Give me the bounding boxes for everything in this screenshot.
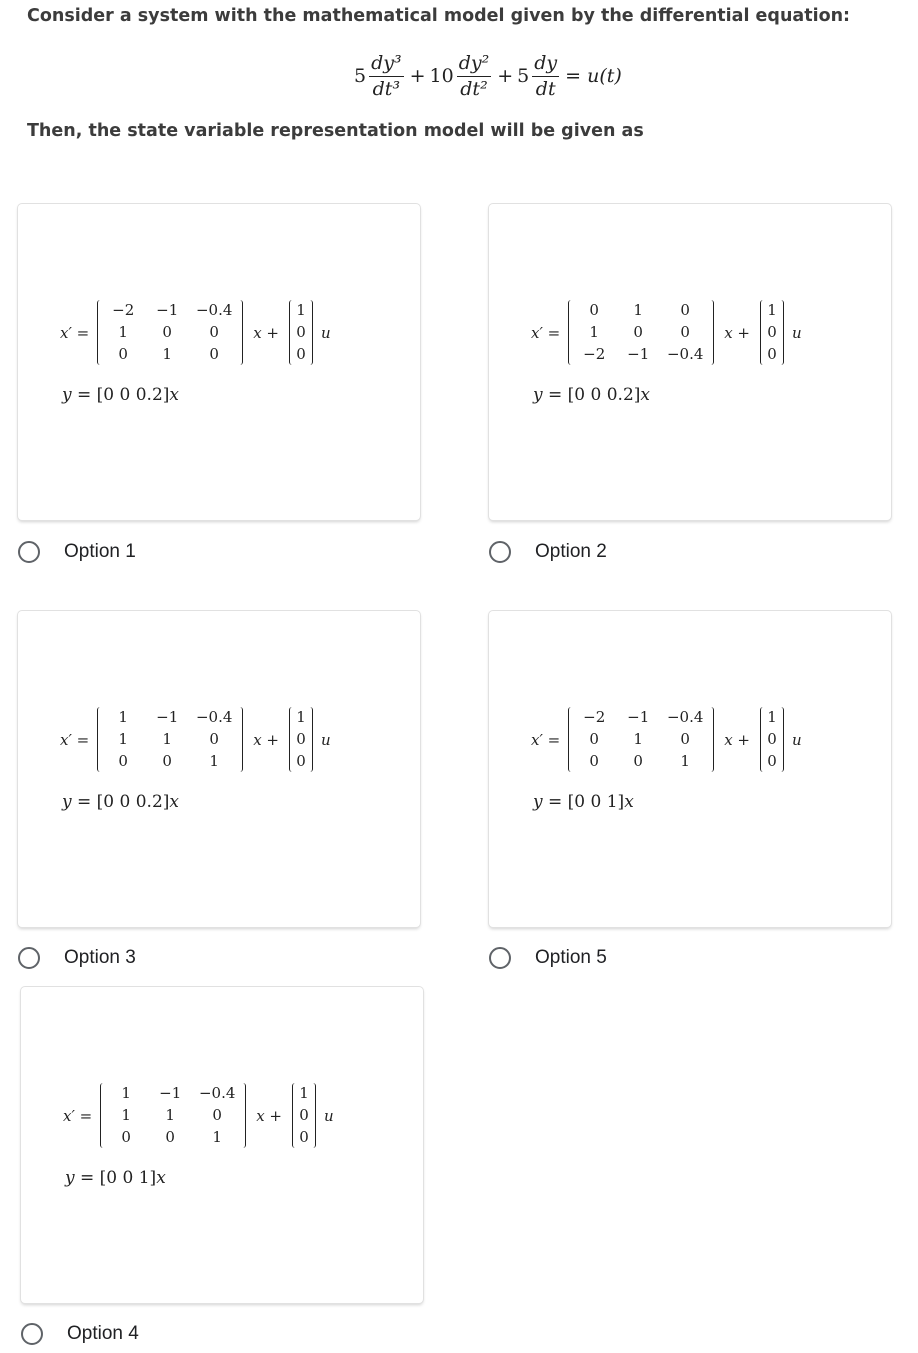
input-u: u (321, 323, 331, 342)
x-plus: x + (256, 1106, 282, 1125)
question-subtext: Then, the state variable representation model will be given as (27, 121, 644, 141)
differential-equation (354, 44, 622, 108)
output-lhs: y = (65, 1168, 95, 1188)
matrix-a (568, 707, 714, 772)
input-u: u (324, 1106, 334, 1125)
matrix-a-cell: 0 (680, 301, 690, 319)
input-u: u (792, 323, 802, 342)
x-plus: x + (253, 323, 279, 342)
matrix-a-cell: 0 (162, 323, 172, 341)
matrix-a-cell: 0 (589, 301, 599, 319)
matrix-a (568, 300, 714, 365)
eq-equals: = (565, 65, 582, 87)
matrix-a-cell: −0.4 (666, 708, 704, 726)
output-x: x (640, 385, 651, 405)
option-4-choice[interactable] (21, 1323, 139, 1345)
matrix-a-cell: −2 (583, 345, 606, 363)
matrix-a-cell: −0.4 (666, 345, 704, 363)
matrix-b-cell: 0 (767, 730, 777, 748)
matrix-a-cell: 0 (680, 730, 690, 748)
matrix-a-cell: 1 (212, 1128, 222, 1146)
matrix-b (760, 707, 784, 772)
matrix-c: [0 0 1] (567, 792, 625, 812)
option-1-label: Option 1 (64, 541, 136, 562)
matrix-b-cell: 0 (767, 323, 777, 341)
output-lhs: y = (62, 385, 92, 405)
matrix-b-cell: 1 (767, 708, 777, 726)
eq-num-1: dy³ (369, 54, 404, 77)
matrix-b-cell: 0 (299, 1128, 309, 1146)
matrix-b-cell: 0 (296, 752, 306, 770)
output-equation (533, 792, 802, 812)
eq-coef-2: 10 (429, 65, 454, 87)
option-1-radio[interactable] (18, 541, 40, 563)
eq-den-1: dt³ (372, 77, 401, 100)
state-equation (60, 300, 331, 365)
input-u: u (321, 730, 331, 749)
eq-term-third-derivative (369, 51, 404, 100)
matrix-a (100, 1083, 246, 1148)
state-lhs: x′ = (531, 730, 561, 749)
eq-coef-3: 5 (517, 65, 530, 87)
x-plus: x + (724, 730, 750, 749)
matrix-a-cell: 0 (118, 752, 128, 770)
matrix-b (289, 300, 313, 365)
state-lhs: x′ = (63, 1106, 93, 1125)
matrix-a-cell: −2 (112, 301, 135, 319)
matrix-a-cell: 1 (680, 752, 690, 770)
matrix-b-cell: 0 (296, 345, 306, 363)
input-u: u (792, 730, 802, 749)
matrix-a-cell: −1 (627, 345, 650, 363)
matrix-b-cell: 1 (299, 1084, 309, 1102)
option-4-state-equations (63, 1083, 334, 1188)
matrix-b-cell: 1 (296, 708, 306, 726)
option-2-card[interactable] (489, 204, 891, 520)
matrix-a (97, 300, 243, 365)
matrix-a-cell: −1 (159, 1084, 182, 1102)
option-5-choice[interactable] (489, 947, 607, 969)
eq-coef-1: 5 (354, 65, 367, 87)
matrix-a-cell: 1 (121, 1106, 131, 1124)
matrix-a-cell: 1 (121, 1084, 131, 1102)
matrix-b-cell: 1 (296, 301, 306, 319)
option-5-state-equations (531, 707, 802, 812)
option-1-choice[interactable] (18, 541, 136, 563)
matrix-b-cell: 0 (299, 1106, 309, 1124)
matrix-a-cell: 0 (589, 752, 599, 770)
matrix-a-cell: 0 (118, 345, 128, 363)
matrix-a-cell: 1 (118, 730, 128, 748)
matrix-a-cell: 0 (633, 752, 643, 770)
matrix-a-cell: 1 (162, 345, 172, 363)
matrix-b (289, 707, 313, 772)
output-equation (65, 1168, 334, 1188)
matrix-a-cell: −1 (156, 301, 179, 319)
matrix-a-cell: 1 (209, 752, 219, 770)
matrix-c: [0 0 0.2] (567, 385, 641, 405)
output-lhs: y = (533, 792, 563, 812)
matrix-a-cell: −0.4 (195, 301, 233, 319)
matrix-b (760, 300, 784, 365)
option-5-radio[interactable] (489, 947, 511, 969)
matrix-b-cell: 1 (767, 301, 777, 319)
matrix-a-cell: −1 (627, 708, 650, 726)
state-equation (63, 1083, 334, 1148)
matrix-a-cell: −2 (583, 708, 606, 726)
state-lhs: x′ = (531, 323, 561, 342)
matrix-c: [0 0 1] (99, 1168, 157, 1188)
option-4-radio[interactable] (21, 1323, 43, 1345)
matrix-a-cell: 1 (165, 1106, 175, 1124)
output-lhs: y = (62, 792, 92, 812)
output-equation (62, 792, 331, 812)
output-equation (533, 385, 802, 405)
option-3-state-equations (60, 707, 331, 812)
state-equation (60, 707, 331, 772)
x-plus: x + (253, 730, 279, 749)
option-2-choice[interactable] (489, 541, 607, 563)
matrix-a-cell: 1 (118, 708, 128, 726)
matrix-b-cell: 0 (767, 752, 777, 770)
matrix-a-cell: 0 (680, 323, 690, 341)
option-1-card[interactable] (18, 204, 420, 520)
output-equation (62, 385, 331, 405)
eq-plus-1: + (409, 65, 426, 87)
option-2-radio[interactable] (489, 541, 511, 563)
option-5-label: Option 5 (535, 947, 607, 968)
output-x: x (156, 1168, 166, 1188)
matrix-a-cell: 0 (589, 730, 599, 748)
matrix-a-cell: 0 (209, 345, 219, 363)
eq-num-3: dy (532, 54, 559, 77)
output-x: x (169, 792, 180, 812)
option-4-card[interactable] (21, 987, 423, 1303)
option-3-label: Option 3 (64, 947, 136, 968)
matrix-a-cell: −0.4 (198, 1084, 236, 1102)
option-2-state-equations (531, 300, 802, 405)
matrix-a-cell: 0 (121, 1128, 131, 1146)
eq-den-2: dt² (460, 77, 488, 100)
state-lhs: x′ = (60, 323, 90, 342)
option-3-radio[interactable] (18, 947, 40, 969)
option-3-card[interactable] (18, 611, 420, 927)
option-4-label: Option 4 (67, 1323, 139, 1344)
eq-term-second-derivative (457, 51, 492, 100)
matrix-a-cell: 1 (633, 301, 643, 319)
output-x: x (624, 792, 634, 812)
eq-num-2: dy² (457, 54, 492, 77)
matrix-c: [0 0 0.2] (96, 792, 170, 812)
matrix-a (97, 707, 243, 772)
option-5-card[interactable] (489, 611, 891, 927)
matrix-b-cell: 0 (767, 345, 777, 363)
eq-plus-2: + (497, 65, 514, 87)
matrix-a-cell: 0 (165, 1128, 175, 1146)
matrix-a-cell: 1 (162, 730, 172, 748)
option-1-state-equations (60, 300, 331, 405)
matrix-a-cell: 1 (589, 323, 599, 341)
output-lhs: y = (533, 385, 563, 405)
x-plus: x + (724, 323, 750, 342)
matrix-b-cell: 0 (296, 730, 306, 748)
output-x: x (169, 385, 180, 405)
state-lhs: x′ = (60, 730, 90, 749)
matrix-b-cell: 0 (296, 323, 306, 341)
eq-term-first-derivative (532, 51, 559, 100)
state-equation (531, 707, 802, 772)
matrix-a-cell: 0 (209, 323, 219, 341)
matrix-a-cell: 0 (162, 752, 172, 770)
eq-den-3: dt (535, 77, 556, 100)
matrix-a-cell: −1 (156, 708, 179, 726)
matrix-a-cell: 1 (118, 323, 128, 341)
matrix-a-cell: 0 (209, 730, 219, 748)
matrix-b (292, 1083, 316, 1148)
matrix-c: [0 0 0.2] (96, 385, 170, 405)
state-equation (531, 300, 802, 365)
matrix-a-cell: 0 (212, 1106, 222, 1124)
question-text: Consider a system with the mathematical model given by the differential equation: (27, 6, 851, 26)
matrix-a-cell: −0.4 (195, 708, 233, 726)
matrix-a-cell: 0 (633, 323, 643, 341)
option-2-label: Option 2 (535, 541, 607, 562)
option-3-choice[interactable] (18, 947, 136, 969)
eq-rhs: u(t) (587, 65, 622, 87)
matrix-a-cell: 1 (633, 730, 643, 748)
